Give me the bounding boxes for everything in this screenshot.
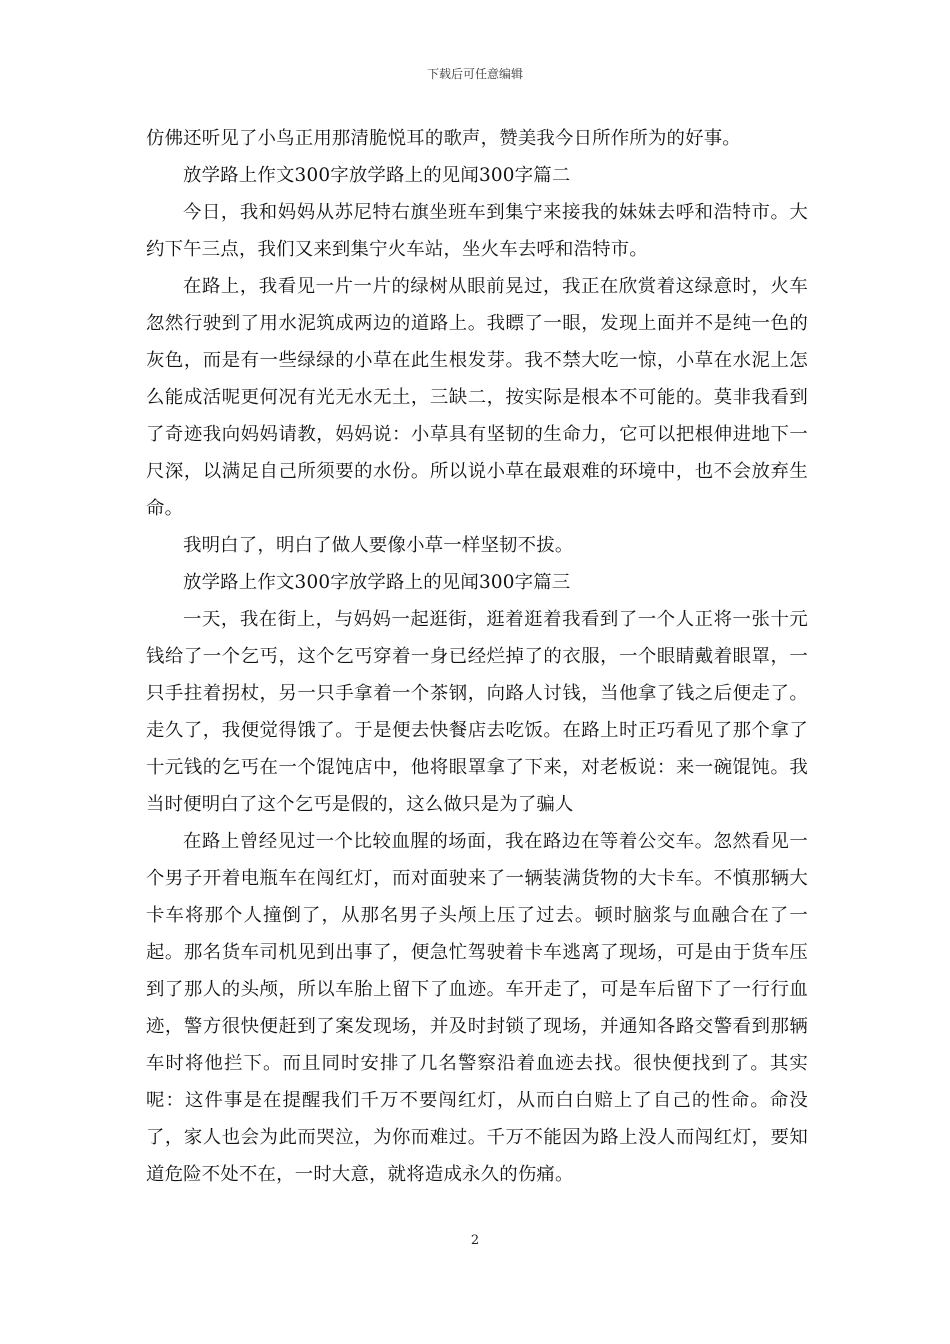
paragraph: 一天，我在街上，与妈妈一起逛街，逛着逛着我看到了一个人正将一张十元钱给了一个乞丐，这个乞丐穿着一身已经烂掉了的衣服，一个眼睛戴着眼罩，一只手拄着拐杖，另一只手拿着一个茶钢，向路人讨钱，当他拿了钱之后便走了。走久了，我便觉得饿了。于是便去快餐店去吃饭。在路上时正巧看见了那个拿了十元钱的乞丐在一个馄饨店中，他将眼罩拿了下来，对老板说：来一碗馄饨。我当时便明白了这个乞丐是假的，这么做只是为了骗人 <box>146 609 808 815</box>
paragraph: 在路上，我看见一片一片的绿树从眼前晃过，我正在欣赏着这绿意时，火车忽然行驶到了用水泥筑成两边的道路上。我瞟了一眼，发现上面并不是纯一色的灰色，而是有一些绿绿的小草在此生根发芽。我不禁大吃一惊，小草在水泥上怎么能成活呢更何况有光无水无土，三缺二，按实际是根本不可能的。莫非我看到了奇迹我向妈妈请教，妈妈说：小草具有坚韧的生命力，它可以把根伸进地下一尺深，以满足自己所须要的水份。所以说小草在最艰难的环境中，也不会放弃生命。 <box>146 276 808 519</box>
page-number: 2 <box>470 1233 480 1248</box>
paragraph-continuation: 仿佛还听见了小鸟正用那清脆悦耳的歌声，赞美我今日所作所为的好事。 <box>146 128 741 149</box>
section-heading-part-two: 放学路上作文300字放学路上的见闻300字篇二 <box>183 165 571 186</box>
paragraph: 在路上曾经见过一个比较血腥的场面，我在路边在等着公交车。忽然看见一个男子开着电瓶车在闯红灯，而对面驶来了一辆装满货物的大卡车。不慎那辆大卡车将那个人撞倒了，从那名男子头颅上压了过去。顿时脑浆与血融合在了一起。那名货车司机见到出事了，便急忙驾驶着卡车逃离了现场，可是由于货车压到了那人的头颅，所以车胎上留下了血迹。车开走了，可是车后留下了一行行血迹，警方很快便赶到了案发现场，并及时封锁了现场，并通知各路交警看到那辆车时将他拦下。而且同时安排了几名警察沿着血迹去找。很快便找到了。其实呢：这件事是在提醒我们千万不要闯红灯，从而白白赔上了自己的性命。命没了，家人也会为此而哭泣，为你而难过。千万不能因为路上没人而闯红灯，要知道危险不处不在，一时大意，就将造成永久的伤痛。 <box>146 831 808 1185</box>
section-heading-part-three: 放学路上作文300字放学路上的见闻300字篇三 <box>183 572 571 593</box>
page-header: 下载后可任意编辑 <box>426 67 523 81</box>
paragraph: 今日，我和妈妈从苏尼特右旗坐班车到集宁来接我的妹妹去呼和浩特市。大约下午三点，我们又来到集宁火车站，坐火车去呼和浩特市。 <box>146 202 808 260</box>
document-body <box>146 120 808 1193</box>
paragraph: 我明白了，明白了做人要像小草一样坚韧不拔。 <box>183 535 574 556</box>
